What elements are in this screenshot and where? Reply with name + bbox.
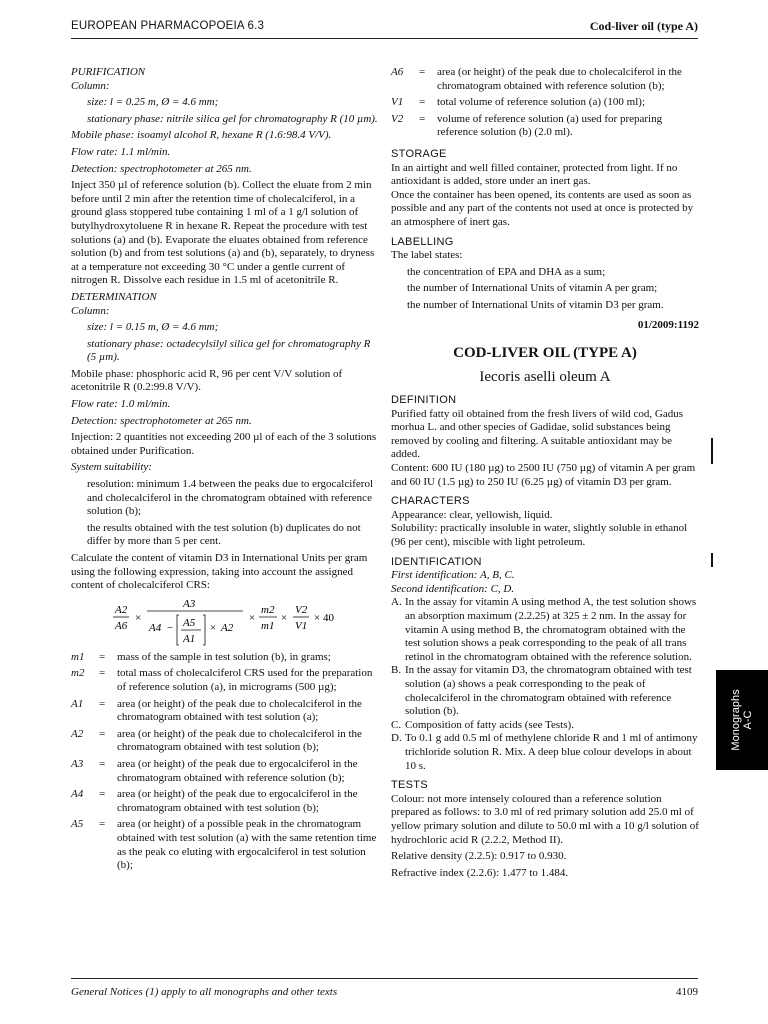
definition-text: area (or height) of the peak due to cholecalciferol in the chromatogram obtained with test solution (a);: [117, 697, 362, 724]
equals-sign: =: [99, 818, 106, 831]
label-item: the concentration of EPA and DHA as a sum;: [407, 265, 606, 278]
identification-item: [391, 664, 699, 718]
formula-times: ×: [281, 611, 288, 624]
equals-sign: =: [99, 788, 106, 801]
symbol-definition: [71, 698, 382, 725]
column-size: size: l = 0.25 m, Ø = 4.6 mm;: [87, 96, 219, 109]
detection: Detection: spectrophotometer at 265 nm.: [71, 162, 252, 175]
monograph-latin-title: Iecoris aselli oleum A: [479, 369, 611, 386]
formula-a4: A4: [149, 621, 162, 634]
symbol-definitions: [391, 66, 699, 140]
definition-heading: DEFINITION: [391, 394, 457, 407]
equals-sign: =: [99, 650, 106, 663]
formula-a6: A6: [115, 619, 128, 632]
symbol: A3: [71, 757, 84, 770]
label-item: the number of International Units of vitamin A per gram;: [407, 282, 658, 295]
identification-item: [391, 596, 699, 664]
formula-a3: A3: [183, 597, 196, 610]
colour-test: Colour: not more intensely coloured than a reference solution prepared as follows: to 3.0 ml of red primary solution add 25.0 ml of yellow primary solution and dilute to 50.0 ml with a 10 g/l solution of hydrochloric acid R (2.2.2, Method II).: [391, 792, 699, 846]
symbol-definition: [391, 96, 699, 110]
inject-paragraph: Inject 350 µl of reference solution (b). Collect the eluate from 2 min before until 2 min after the retention time of cholecalciferol, in a ground glass stoppered tube containing 1 ml of a 1 g/l solution of butylhydroxytoluene R in hexane R. Repeat the procedure with test solutions (a) and (b). Evaporate the eluates obtained from reference solution (b) and from test solutions (a) and (b), separately, to dryness at a temperature not exceeding 30 °C under a gentle current of nitrogen R. Dissolve each residue in 1.5 ml of acetonitrile R.: [71, 179, 375, 287]
column-label: Column:: [71, 304, 110, 317]
mobile-phase: Mobile phase: isoamyl alcohol R, hexane R (1.6:98.4 V/V).: [71, 129, 332, 142]
item-text: To 0.1 g add 0.5 ml of methylene chloride R and 1 ml of antimony trichloride solution R. Mix. A deep blue colour develops in about 10 s.: [405, 732, 698, 772]
column-label: Column:: [71, 79, 110, 92]
identification-item: [391, 732, 699, 773]
refractive-index: Refractive index (2.2.6): 1.477 to 1.484.: [391, 866, 569, 879]
formula-times: ×: [249, 611, 256, 624]
formula-a1: A1: [183, 632, 196, 645]
storage-paragraph: Once the container has been opened, its contents are used as soon as possible and any part of the contents not used at once is protected by an atmosphere of inert gas.: [391, 188, 694, 228]
item-label: C.: [391, 718, 402, 731]
injection: Injection: 2 quantities not exceeding 200 µl of each of the 3 solutions obtained under Purification.: [71, 431, 377, 457]
flow-rate: Flow rate: 1.1 ml/min.: [71, 145, 171, 158]
solubility: Solubility: practically insoluble in water, slightly soluble in ethanol (96 per cent), miscible with light petroleum.: [391, 522, 688, 549]
stationary-phase: stationary phase: octadecylsilyl silica gel for chromatography R (5 µm).: [87, 337, 371, 364]
symbol: m2: [71, 667, 85, 680]
characters-heading: CHARACTERS: [391, 495, 470, 508]
item-text: In the assay for vitamin A using method A, the test solution shows an absorption maximum (2.2.25) at 325 ± 2 nm. In the assay for vitamin A using method B, the chromatogram obtained with the test solution shows a peak corresponding to the peak of all trans retinol in the chromatogram obtained with the reference solution.: [405, 596, 697, 663]
symbol: m1: [71, 650, 85, 663]
formula-m2: m2: [261, 603, 275, 616]
relative-density: Relative density (2.2.5): 0.917 to 0.930.: [391, 850, 567, 863]
appearance: Appearance: clear, yellowish, liquid.: [391, 508, 553, 521]
definition-text: area (or height) of the peak due to cholecalciferol in the chromatogram obtained with test solution (b);: [117, 727, 362, 754]
duplicates-criterion: the results obtained with the test solution (b) duplicates do not differ by more than 5 per cent.: [87, 521, 361, 548]
equals-sign: =: [99, 697, 106, 710]
equals-sign: =: [419, 96, 426, 109]
symbol-definition: [71, 651, 382, 665]
stationary-phase: stationary phase: nitrile silica gel for chromatography R (10 µm).: [87, 112, 378, 125]
running-header-title: EUROPEAN PHARMACOPOEIA 6.3: [71, 20, 265, 32]
symbol: A1: [71, 697, 84, 710]
section-thumb-tab: [716, 670, 768, 770]
label-states: The label states:: [391, 249, 463, 262]
definition-text: area (or height) of the peak due to cholecalciferol in the chromatogram obtained with reference solution (b);: [437, 66, 682, 92]
change-bar: [711, 438, 713, 464]
formula-times-40: × 40: [314, 611, 334, 624]
definition-text: mass of the sample in test solution (b), in grams;: [117, 650, 331, 663]
footer-rule: [71, 978, 698, 979]
symbol: V1: [391, 96, 404, 109]
footer-note: General Notices (1) apply to all monographs and other texts: [71, 986, 338, 998]
equals-sign: =: [99, 757, 106, 770]
flow-rate: Flow rate: 1.0 ml/min.: [71, 398, 171, 411]
storage-heading: STORAGE: [391, 147, 447, 160]
second-identification: Second identification: C, D.: [391, 582, 515, 595]
column-size: size: l = 0.15 m, Ø = 4.6 mm;: [87, 321, 219, 334]
thumb-tab-line2: A-C: [742, 710, 754, 730]
symbol-definition: [71, 788, 382, 815]
formula-a5: A5: [183, 616, 196, 629]
formula-times: ×: [135, 611, 142, 624]
identification-heading: IDENTIFICATION: [391, 555, 482, 568]
system-suitability: System suitability:: [71, 461, 152, 474]
formula-a2b: A2: [221, 621, 234, 634]
item-label: A.: [391, 596, 402, 609]
symbol: A4: [71, 788, 84, 801]
mobile-phase: Mobile phase: phosphoric acid R, 96 per cent V/V solution of acetonitrile R (0.2:99.8 V/V).: [71, 367, 343, 394]
content-paragraph: Content: 600 IU (180 µg) to 2500 IU (750 µg) of vitamin A per gram and 60 IU (1.5 µg) to 250 IU (6.25 µg) of vitamin D3 per gram.: [391, 462, 696, 488]
symbol: A2: [71, 727, 84, 740]
calculation-formula: [71, 593, 382, 647]
tests-heading: TESTS: [391, 779, 428, 792]
definition-text: area (or height) of the peak due to ergocalciferol in the chromatogram obtained with test solution (b);: [117, 788, 358, 814]
resolution-criterion: resolution: minimum 1.4 between the peaks due to ergocalciferol and cholecalciferol in the chromatogram obtained with reference solution (b);: [87, 478, 374, 518]
equals-sign: =: [419, 112, 426, 125]
formula-times: ×: [210, 621, 217, 634]
determination-heading: DETERMINATION: [71, 290, 157, 303]
change-bar: [711, 553, 713, 567]
purification-heading: PURIFICATION: [71, 66, 146, 78]
symbol-definition: [71, 818, 382, 872]
identification-item: [391, 719, 699, 733]
symbol-definition: [391, 113, 699, 140]
thumb-tab-label: [730, 689, 754, 750]
symbol: A5: [71, 818, 84, 831]
symbol-definition: [71, 667, 382, 694]
left-column: [71, 66, 382, 873]
monograph-title: COD-LIVER OIL (TYPE A): [453, 345, 637, 362]
calculation-intro: Calculate the content of vitamin D3 in International Units per gram using the following expression, taking into account the assigned content of cholecalciferol CRS:: [71, 552, 368, 592]
monograph-reference-id: 01/2009:1192: [637, 318, 699, 331]
definition-text: volume of reference solution (a) used for preparing reference solution (b) (2.0 ml).: [437, 112, 663, 139]
page-number: 4109: [676, 986, 698, 998]
symbol: V2: [391, 112, 404, 125]
symbol-definition: [391, 66, 699, 93]
item-text: In the assay for vitamin D3, the chromatogram obtained with test solution (a) shows a peak corresponding to the peak of cholecalciferol in the chromatogram obtained with reference solution (b).: [405, 664, 692, 718]
symbol-definitions: [71, 651, 382, 873]
definition-text: total volume of reference solution (a) (100 ml);: [437, 96, 646, 109]
formula-v1: V1: [295, 619, 308, 632]
equals-sign: =: [99, 667, 106, 680]
item-text: Composition of fatty acids (see Tests).: [405, 718, 574, 731]
equals-sign: =: [419, 66, 426, 78]
labelling-heading: LABELLING: [391, 235, 454, 248]
running-header-monograph: Cod-liver oil (type A): [589, 19, 698, 33]
storage-paragraph: In an airtight and well filled container, protected from light. If no antioxidant is added, store under an inert gas.: [391, 161, 678, 188]
symbol-definition: [71, 728, 382, 755]
equals-sign: =: [99, 727, 106, 740]
identification-list: [391, 596, 699, 773]
definition-paragraph: Purified fatty oil obtained from the fresh livers of wild cod, Gadus morhua L. and other species of Gadidae, solid substances being removed by cooling and filtering. A suitable antioxidant may be added.: [391, 407, 684, 461]
symbol: A6: [391, 66, 404, 78]
thumb-tab-line1: Monographs: [730, 689, 742, 751]
header-rule: [71, 38, 698, 39]
item-label: D.: [391, 732, 402, 745]
definition-text: total mass of cholecalciferol CRS used for the preparation of reference solution (a), in micrograms (500 µg);: [117, 667, 373, 693]
right-column: [391, 66, 699, 880]
label-item: the number of International Units of vitamin D3 per gram.: [407, 298, 664, 311]
detection: Detection: spectrophotometer at 265 nm.: [71, 414, 252, 427]
formula-minus: −: [167, 621, 174, 634]
formula-a2: A2: [115, 603, 128, 616]
definition-text: area (or height) of a possible peak in the chromatogram obtained with test solution (a) with the same retention time as the peak co eluting with ergocalciferol in test solution (b);: [117, 818, 377, 872]
symbol-definition: [71, 758, 382, 785]
formula-v2: V2: [295, 603, 308, 616]
definition-text: area (or height) of the peak due to ergocalciferol in the chromatogram obtained with reference solution (b);: [117, 757, 358, 784]
item-label: B.: [391, 664, 402, 677]
first-identification: First identification: A, B, C.: [391, 569, 515, 582]
formula-m1: m1: [261, 619, 275, 632]
formula-graphic: [71, 593, 382, 647]
